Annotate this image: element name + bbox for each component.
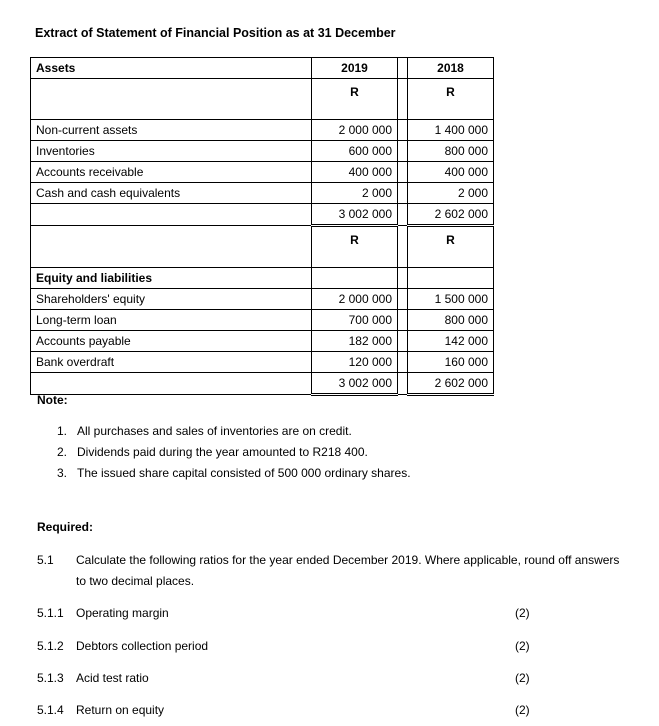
subquestion-number: 5.1.4 (37, 703, 64, 717)
currency-row (31, 79, 494, 120)
value-2019: 600 000 (312, 141, 398, 162)
table-row (31, 352, 494, 373)
document-title: Extract of Statement of Financial Position as at 31 December (35, 26, 396, 40)
value-2018: 800 000 (408, 310, 494, 331)
note-label: Note: (37, 393, 68, 407)
equity-heading: Equity and liabilities (31, 268, 312, 289)
value-2018: 160 000 (408, 352, 494, 373)
equity-heading-row (31, 268, 494, 289)
subquestion-number: 5.1.2 (37, 639, 64, 653)
question-number: 5.1 (37, 553, 54, 567)
row-label: Accounts payable (31, 331, 312, 352)
row-label: Bank overdraft (31, 352, 312, 373)
currency-2018: R (408, 79, 494, 120)
equity-heading-row (31, 226, 494, 268)
value-2019: 120 000 (312, 352, 398, 373)
assets-total-2018: 2 602 000 (408, 204, 494, 226)
assets-total-row (31, 204, 494, 226)
currency-2018: R (408, 226, 494, 268)
note-item: 3. The issued share capital consisted of 500 000 ordinary shares. (57, 466, 411, 480)
question-text-line1: Calculate the following ratios for the year ended December 2019. Where applicable, round off answers (76, 553, 620, 567)
value-2018: 1 500 000 (408, 289, 494, 310)
equity-total-2018: 2 602 000 (408, 373, 494, 395)
table-row (31, 162, 494, 183)
subquestion-marks: (2) (515, 671, 530, 685)
value-2019: 2 000 (312, 183, 398, 204)
subquestion-text: Debtors collection period (76, 639, 209, 653)
row-label: Inventories (31, 141, 312, 162)
note-item: 2. Dividends paid during the year amounted to R218 400. (57, 445, 368, 459)
year-2018-header: 2018 (408, 58, 494, 79)
value-2019: 2 000 000 (312, 289, 398, 310)
value-2019: 182 000 (312, 331, 398, 352)
subquestion-text: Return on equity (76, 703, 165, 717)
note-item: 1. All purchases and sales of inventories are on credit. (57, 424, 352, 438)
subquestion-marks: (2) (515, 606, 530, 620)
notes-list (57, 424, 411, 487)
value-2018: 2 000 (408, 183, 494, 204)
table-row (31, 331, 494, 352)
row-label: Non-current assets (31, 120, 312, 141)
financial-position-table (30, 57, 494, 396)
assets-header: Assets (31, 58, 312, 79)
value-2018: 1 400 000 (408, 120, 494, 141)
value-2018: 142 000 (408, 331, 494, 352)
subquestion-marks: (2) (515, 703, 530, 717)
subquestion-text: Acid test ratio (76, 671, 149, 685)
subquestion-number: 5.1.1 (37, 606, 64, 620)
table-row (31, 141, 494, 162)
row-label: Accounts receivable (31, 162, 312, 183)
header-row (31, 58, 494, 79)
value-2018: 400 000 (408, 162, 494, 183)
row-label: Cash and cash equivalents (31, 183, 312, 204)
assets-total-2019: 3 002 000 (312, 204, 398, 226)
value-2019: 400 000 (312, 162, 398, 183)
value-2019: 2 000 000 (312, 120, 398, 141)
currency-2019: R (312, 79, 398, 120)
subquestion-marks: (2) (515, 639, 530, 653)
currency-2019: R (312, 226, 398, 268)
value-2018: 800 000 (408, 141, 494, 162)
required-label: Required: (37, 520, 94, 534)
table-row (31, 183, 494, 204)
table-row (31, 310, 494, 331)
row-label: Long-term loan (31, 310, 312, 331)
equity-total-2019: 3 002 000 (312, 373, 398, 395)
year-2019-header: 2019 (312, 58, 398, 79)
equity-total-row (31, 373, 494, 395)
row-label: Shareholders' equity (31, 289, 312, 310)
subquestion-number: 5.1.3 (37, 671, 64, 685)
table-row (31, 289, 494, 310)
table-row (31, 120, 494, 141)
value-2019: 700 000 (312, 310, 398, 331)
question-text-line2: to two decimal places. (76, 574, 195, 588)
subquestion-text: Operating margin (76, 606, 169, 620)
